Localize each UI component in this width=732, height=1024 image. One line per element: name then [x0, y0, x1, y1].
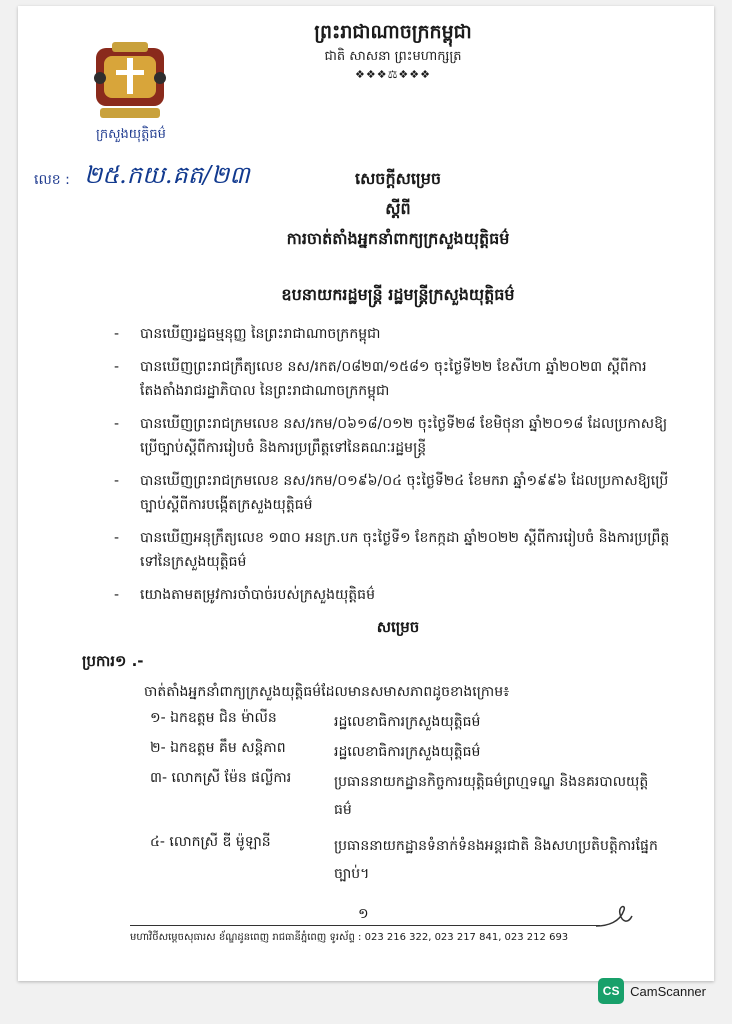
recital-text: បានឃើញរដ្ឋធម្មនុញ្ញ នៃព្រះរាជាណាចក្រកម្ពុជា [140, 326, 381, 342]
document-subject: ការចាត់តាំងអ្នកនាំពាក្យក្រសួងយុត្តិធម៌ [286, 229, 510, 248]
recital-text: យោងតាមតម្រូវការចាំបាច់របស់ក្រសួងយុត្តិធម៌ [140, 587, 375, 603]
national-motto: ជាតិ សាសនា ព្រះមហាក្សត្រ [324, 49, 462, 64]
document-title: សេចក្តីសម្រេច [354, 169, 441, 188]
bullet-dash: - [114, 473, 120, 489]
appointee-role: ប្រធាននាយកដ្ឋានកិច្ចការយុត្តិធម៌ព្រហ្មទណ្ឌ និងនគរបាលយុត្តិធម៌ [334, 774, 649, 818]
ministry-name: ក្រសួងយុត្តិធម៌ [96, 127, 166, 142]
appointee-name: ៤- លោកស្រី ឌី ម៉ូឡានី [150, 834, 271, 850]
issuing-authority: ឧបនាយករដ្ឋមន្ត្រី រដ្ឋមន្ត្រីក្រសួងយុត្តិធម៌ [281, 285, 515, 304]
list-item [114, 322, 684, 346]
appointee-role: រដ្ឋលេខាធិការក្រសួងយុត្តិធម៌ [334, 714, 481, 730]
reference-label: លេខ : [34, 172, 70, 188]
ministry-seal-icon [90, 38, 170, 124]
recital-text: បានឃើញព្រះរាជក្រមលេខ នស/រកម/០១៩៦/០៤ ចុះថ្ងៃទី២៤ ខែមករា ឆ្នាំ១៩៩៦ ដែលប្រកាសឱ្យប្រើច្បាប់ស្តីពីការបង្កើតក្រសួងយុត្តិធម៌ [140, 473, 669, 513]
camscanner-logo-icon: CS [598, 978, 624, 1004]
camscanner-label: CamScanner [630, 983, 706, 999]
recital-text: បានឃើញអនុក្រឹត្យលេខ ១៣០ អនក្រ.បក ចុះថ្ងៃទី១ ខែកក្កដា ឆ្នាំ២០២២ ស្តីពីការរៀបចំ និងការប្រព្រឹត្តទៅនៃក្រសួងយុត្តិធម៌ [140, 530, 670, 570]
appointee-name: ២- ឯកឧត្តម គឹម សន្តិភាព [150, 740, 286, 756]
list-item [114, 469, 684, 517]
article-label: ប្រការ១ .- [82, 652, 144, 670]
header-ornament: ❖❖❖⚖❖❖❖ [354, 68, 432, 81]
reference-number: ២៥.កយ.គត/២៣ [84, 161, 250, 189]
bullet-dash: - [114, 587, 120, 603]
document-page [18, 6, 714, 981]
camscanner-watermark [598, 978, 706, 1004]
bullet-dash: - [114, 530, 120, 546]
list-item [114, 355, 684, 403]
document-subtitle-on: ស្តីពី [385, 199, 411, 218]
footer-address: មហាវិថីសម្តេចសុធារស ខ័ណ្ឌដូនពេញ រាជធានីភ្នំពេញ ទូរស័ព្ទ : 023 216 322, 023 217 841, 023 212 693 [130, 932, 569, 943]
bullet-dash: - [114, 326, 120, 342]
recitals-list [114, 322, 684, 616]
flourish-icon [594, 902, 634, 932]
footer-divider [130, 925, 600, 926]
recital-text: បានឃើញព្រះរាជក្រមលេខ នស/រកម/០៦១៨/០១២ ចុះថ្ងៃទី២៨ ខែមិថុនា ឆ្នាំ២០១៨ ដែលប្រកាសឱ្យប្រើច្បាប់ស្តីពីការរៀបចំ និងការប្រព្រឹត្តទៅនៃគណៈរដ្ឋមន្ត្រី [140, 416, 668, 456]
list-item [114, 412, 684, 460]
appointee-name: ១- ឯកឧត្តម ជិន ម៉ាលីន [150, 710, 277, 726]
bullet-dash: - [114, 359, 120, 375]
recital-text: បានឃើញព្រះរាជក្រឹត្យលេខ នស/រកត/០៨២៣/១៥៨១ ចុះថ្ងៃទី២២ ខែសីហា ឆ្នាំ២០២៣ ស្តីពីការតែងតាំងរាជរដ្ឋាភិបាល នៃព្រះរាជាណាចក្រកម្ពុជា [140, 359, 647, 399]
kingdom-title: ព្រះរាជាណាចក្រកម្ពុជា [314, 21, 472, 43]
appointee-role: ប្រធាននាយកដ្ឋានទំនាក់ទំនងអន្តរជាតិ និងសហប្រតិបត្តិការផ្នែកច្បាប់។ [334, 838, 658, 882]
decision-heading: សម្រេច [376, 618, 420, 636]
appointee-role: រដ្ឋលេខាធិការក្រសួងយុត្តិធម៌ [334, 744, 481, 760]
appointee-name: ៣- លោកស្រី ម៉ែន ផល្លីការ [150, 770, 292, 786]
bullet-dash: - [114, 416, 120, 432]
list-item [114, 526, 684, 574]
appointment-intro: ចាត់តាំងអ្នកនាំពាក្យក្រសួងយុត្តិធម៌ដែលមានសមាសភាពដូចខាងក្រោម៖ [144, 684, 510, 700]
page-number: ១ [358, 906, 369, 922]
list-item [114, 583, 684, 607]
